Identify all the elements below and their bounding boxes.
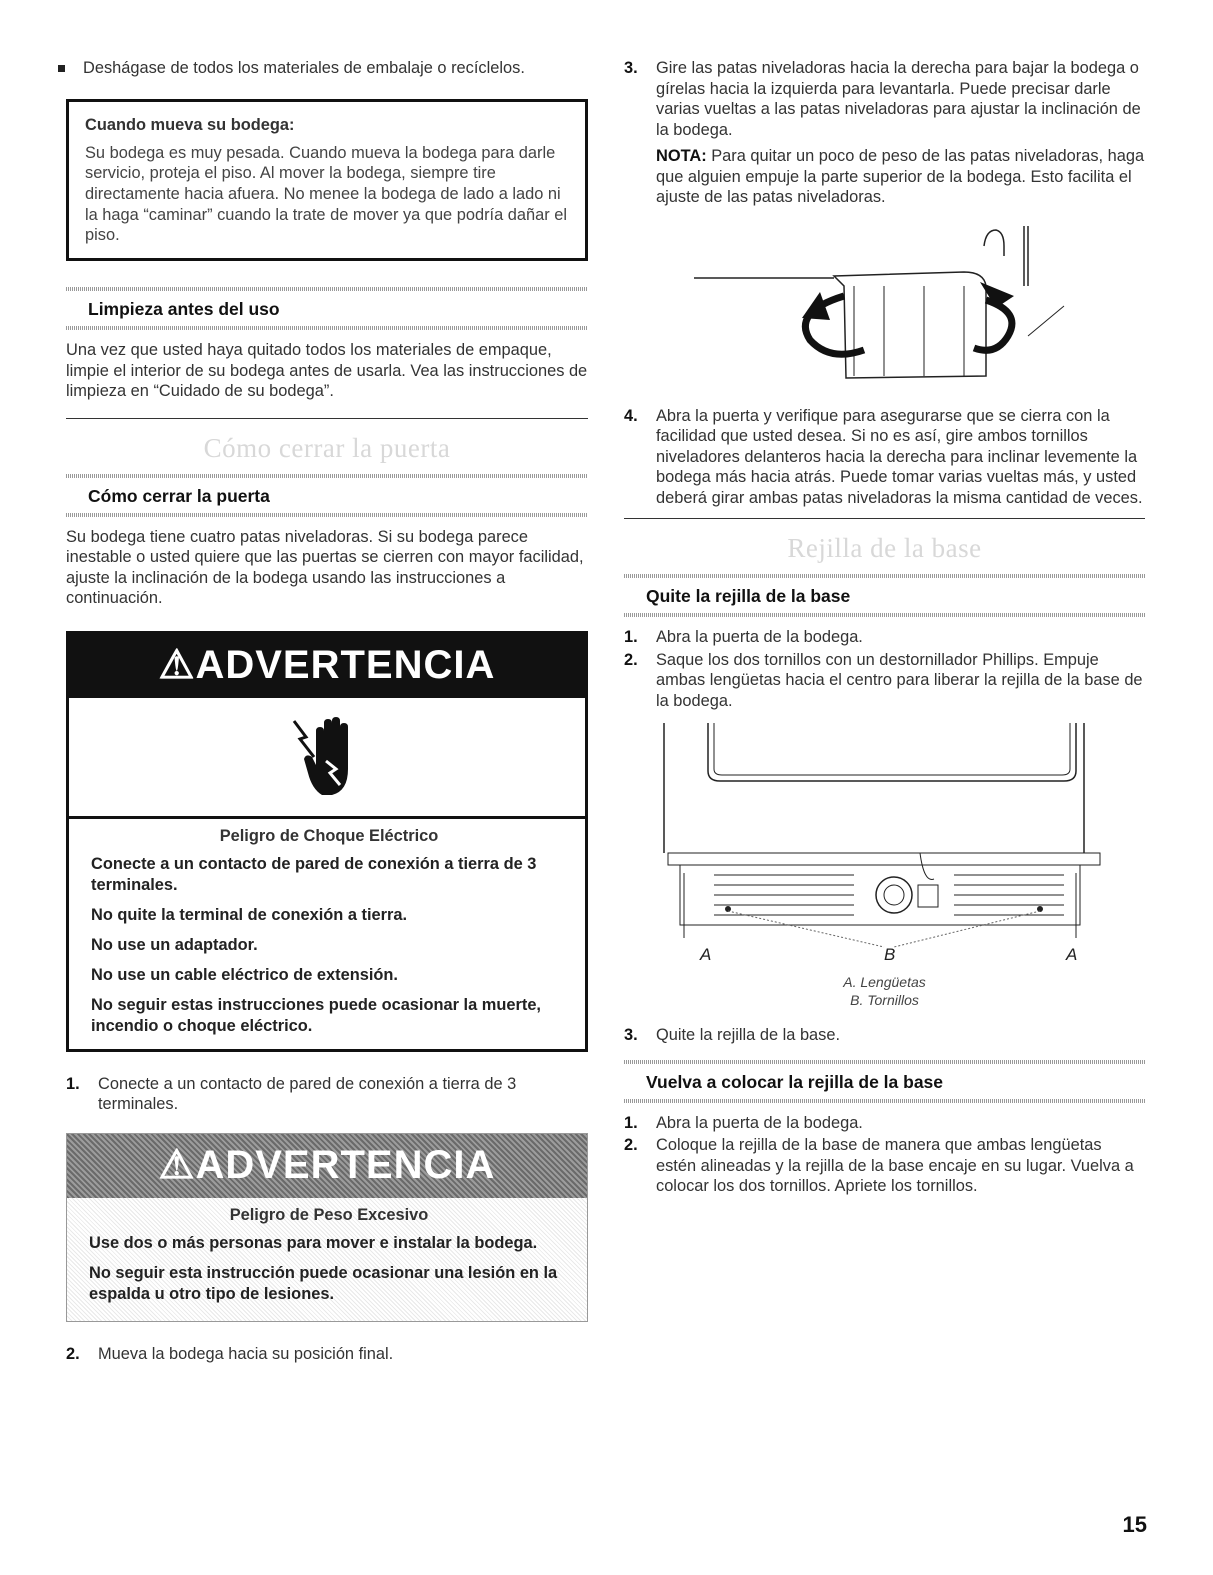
step-text: Abra la puerta de la bodega.: [656, 628, 863, 646]
warning-line: No seguir esta instrucción puede ocasionar una lesión en la espalda u otro tipo de lesiones.: [89, 1263, 558, 1303]
step-number: 3.: [624, 1026, 638, 1044]
warning-triangle-icon: ⚠: [158, 1142, 196, 1187]
warning-header: [67, 1134, 587, 1198]
heading-rule-bottom: [66, 513, 588, 517]
note-label: NOTA:: [656, 147, 707, 165]
warning-line: No quite la terminal de conexión a tierra.: [91, 905, 408, 924]
weight-warning-box: [66, 1133, 588, 1322]
step-text: Gire las patas niveladoras hacia la derecha para bajar la bodega o gírelas hacia la izquierda para levantarla. Puede precisar darle varias vueltas a las patas niveladoras para ajustar la inclinación de la bodega.: [656, 59, 1141, 139]
warning-subtitle: Peligro de Choque Eléctrico: [219, 826, 439, 845]
note-paragraph: [656, 146, 1145, 208]
step-item: [624, 1025, 1145, 1046]
move-box-title: Cuando mueva su bodega:: [85, 115, 295, 134]
door-text: Su bodega tiene cuatro patas niveladoras. Si su bodega parece inestable o usted quiere que las puertas se cierren con mayor facilidad, ajuste la inclinación de la bodega usando las instrucciones a continuación.: [66, 527, 584, 608]
door-heading: Cómo cerrar la puerta: [88, 485, 270, 506]
replace-grille-heading: Vuelva a colocar la rejilla de la base: [646, 1071, 944, 1092]
leveling-leg-illustration: [624, 216, 1145, 396]
warning-line: No seguir estas instrucciones puede ocasionar la muerte, incendio o choque eléctrico.: [91, 995, 541, 1035]
heading-rule-bottom: [66, 326, 588, 330]
caption-a: A. Lengüetas: [843, 974, 926, 990]
remove-grille-heading: Quite la rejilla de la base: [646, 586, 851, 606]
page-number: 15: [1122, 1512, 1147, 1537]
warning-line: Use dos o más personas para mover e instalar la bodega.: [89, 1233, 538, 1252]
warning-header-text: ADVERTENCIA: [195, 1142, 496, 1187]
door-section-title: Cómo cerrar la puerta: [203, 432, 451, 463]
right-column: [624, 58, 1145, 1197]
step-item: [624, 650, 1145, 712]
figure-caption: [624, 973, 1145, 1009]
warning-line: No use un adaptador.: [91, 935, 258, 954]
section-divider: [66, 418, 588, 419]
left-column: [66, 58, 588, 1364]
clean-heading: Limpieza antes del uso: [88, 299, 280, 320]
step-number: 3.: [624, 59, 638, 77]
step-text: Quite la rejilla de la base.: [656, 1026, 841, 1044]
caption-b: B. Tornillos: [850, 992, 919, 1008]
step-text: Abra la puerta y verifique para asegurarse que se cierra con la facilidad que usted desea. Si no es así, gire ambos tornillos niveladores delanteros hacia la derecha para inclinar levemente la bodega más hacia atrás. Puede tomar varias vueltas más, y usted deberá girar ambas patas niveladoras la misma cantidad de veces.: [656, 406, 1143, 507]
warning-header-text: ADVERTENCIA: [195, 642, 496, 687]
section-divider: [624, 518, 1145, 519]
bullet-square-icon: [58, 65, 65, 72]
step-number: 1.: [66, 1074, 80, 1093]
step-number: 2.: [66, 1344, 80, 1363]
label-a-right: A: [1066, 945, 1078, 964]
step-number: 4.: [624, 406, 638, 425]
clean-text: Una vez que usted haya quitado todos los materiales de empaque, limpie el interior de su bodega antes de usarla. Vea las instrucciones de limpieza en “Cuidado de su bodega”.: [66, 341, 588, 401]
step-item: [624, 58, 1145, 140]
warning-header: [69, 634, 585, 698]
warning-line: No use un cable eléctrico de extensión.: [91, 965, 398, 984]
move-box-text: Su bodega es muy pesada. Cuando mueva la bodega para darle servicio, proteja el piso. Al mover la bodega, siempre tire directamente hacia afuera. No menee la bodega de lado a lado ni la haga “caminar” cuando la trate de mover ya que podría dañar el piso.: [85, 143, 567, 245]
step-text: Saque los dos tornillos con un destornillador Phillips. Empuje ambas lengüetas hacia el centro para liberar la rejilla de la base de la bodega.: [656, 650, 1143, 710]
step-number: 1.: [624, 1113, 638, 1132]
label-b: B: [884, 945, 896, 964]
step-item: [624, 1135, 1145, 1197]
electric-shock-hand-icon: [69, 698, 585, 819]
step-number: 2.: [624, 1136, 638, 1154]
step-text: Abra la puerta de la bodega.: [656, 1113, 863, 1132]
step-text: Conecte a un contacto de pared de conexión a tierra de 3 terminales.: [98, 1074, 517, 1114]
bullet-item: [66, 58, 588, 79]
warning-line: Conecte a un contacto de pared de conexión a tierra de 3 terminales.: [91, 854, 537, 894]
note-text: Para quitar un poco de peso de las patas niveladoras, haga que alguien empuje la parte superior de la bodega. Esto facilita el ajuste de las patas niveladoras.: [656, 147, 1145, 206]
step-item: [624, 627, 1145, 648]
base-grille-illustration: [624, 723, 1145, 973]
step-item: [624, 1113, 1145, 1134]
warning-triangle-icon: ⚠: [158, 642, 196, 687]
heading-rule-bottom: [624, 613, 1145, 617]
step-text: Mueva la bodega hacia su posición final.: [98, 1344, 394, 1363]
step-text: Coloque la rejilla de la base de manera que ambas lengüetas estén alineadas y la rejilla de la base encaje en su lugar. Vuelva a colocar los dos tornillos. Apriete los tornillos.: [656, 1136, 1134, 1195]
heading-rule-bottom: [624, 1099, 1145, 1103]
electric-warning-box: [66, 631, 588, 1052]
label-a-left: A: [700, 945, 712, 964]
step-item: [624, 406, 1145, 509]
step-item: [66, 1344, 588, 1365]
move-caution-box: [66, 99, 588, 262]
warning-subtitle: Peligro de Peso Excesivo: [229, 1205, 429, 1224]
step-number: 2.: [624, 650, 638, 669]
bullet-text: Deshágase de todos los materiales de embalaje o recíclelos.: [83, 59, 525, 77]
step-item: [66, 1074, 588, 1115]
step-number: 1.: [624, 628, 638, 646]
grille-section-title: Rejilla de la base: [787, 533, 982, 563]
